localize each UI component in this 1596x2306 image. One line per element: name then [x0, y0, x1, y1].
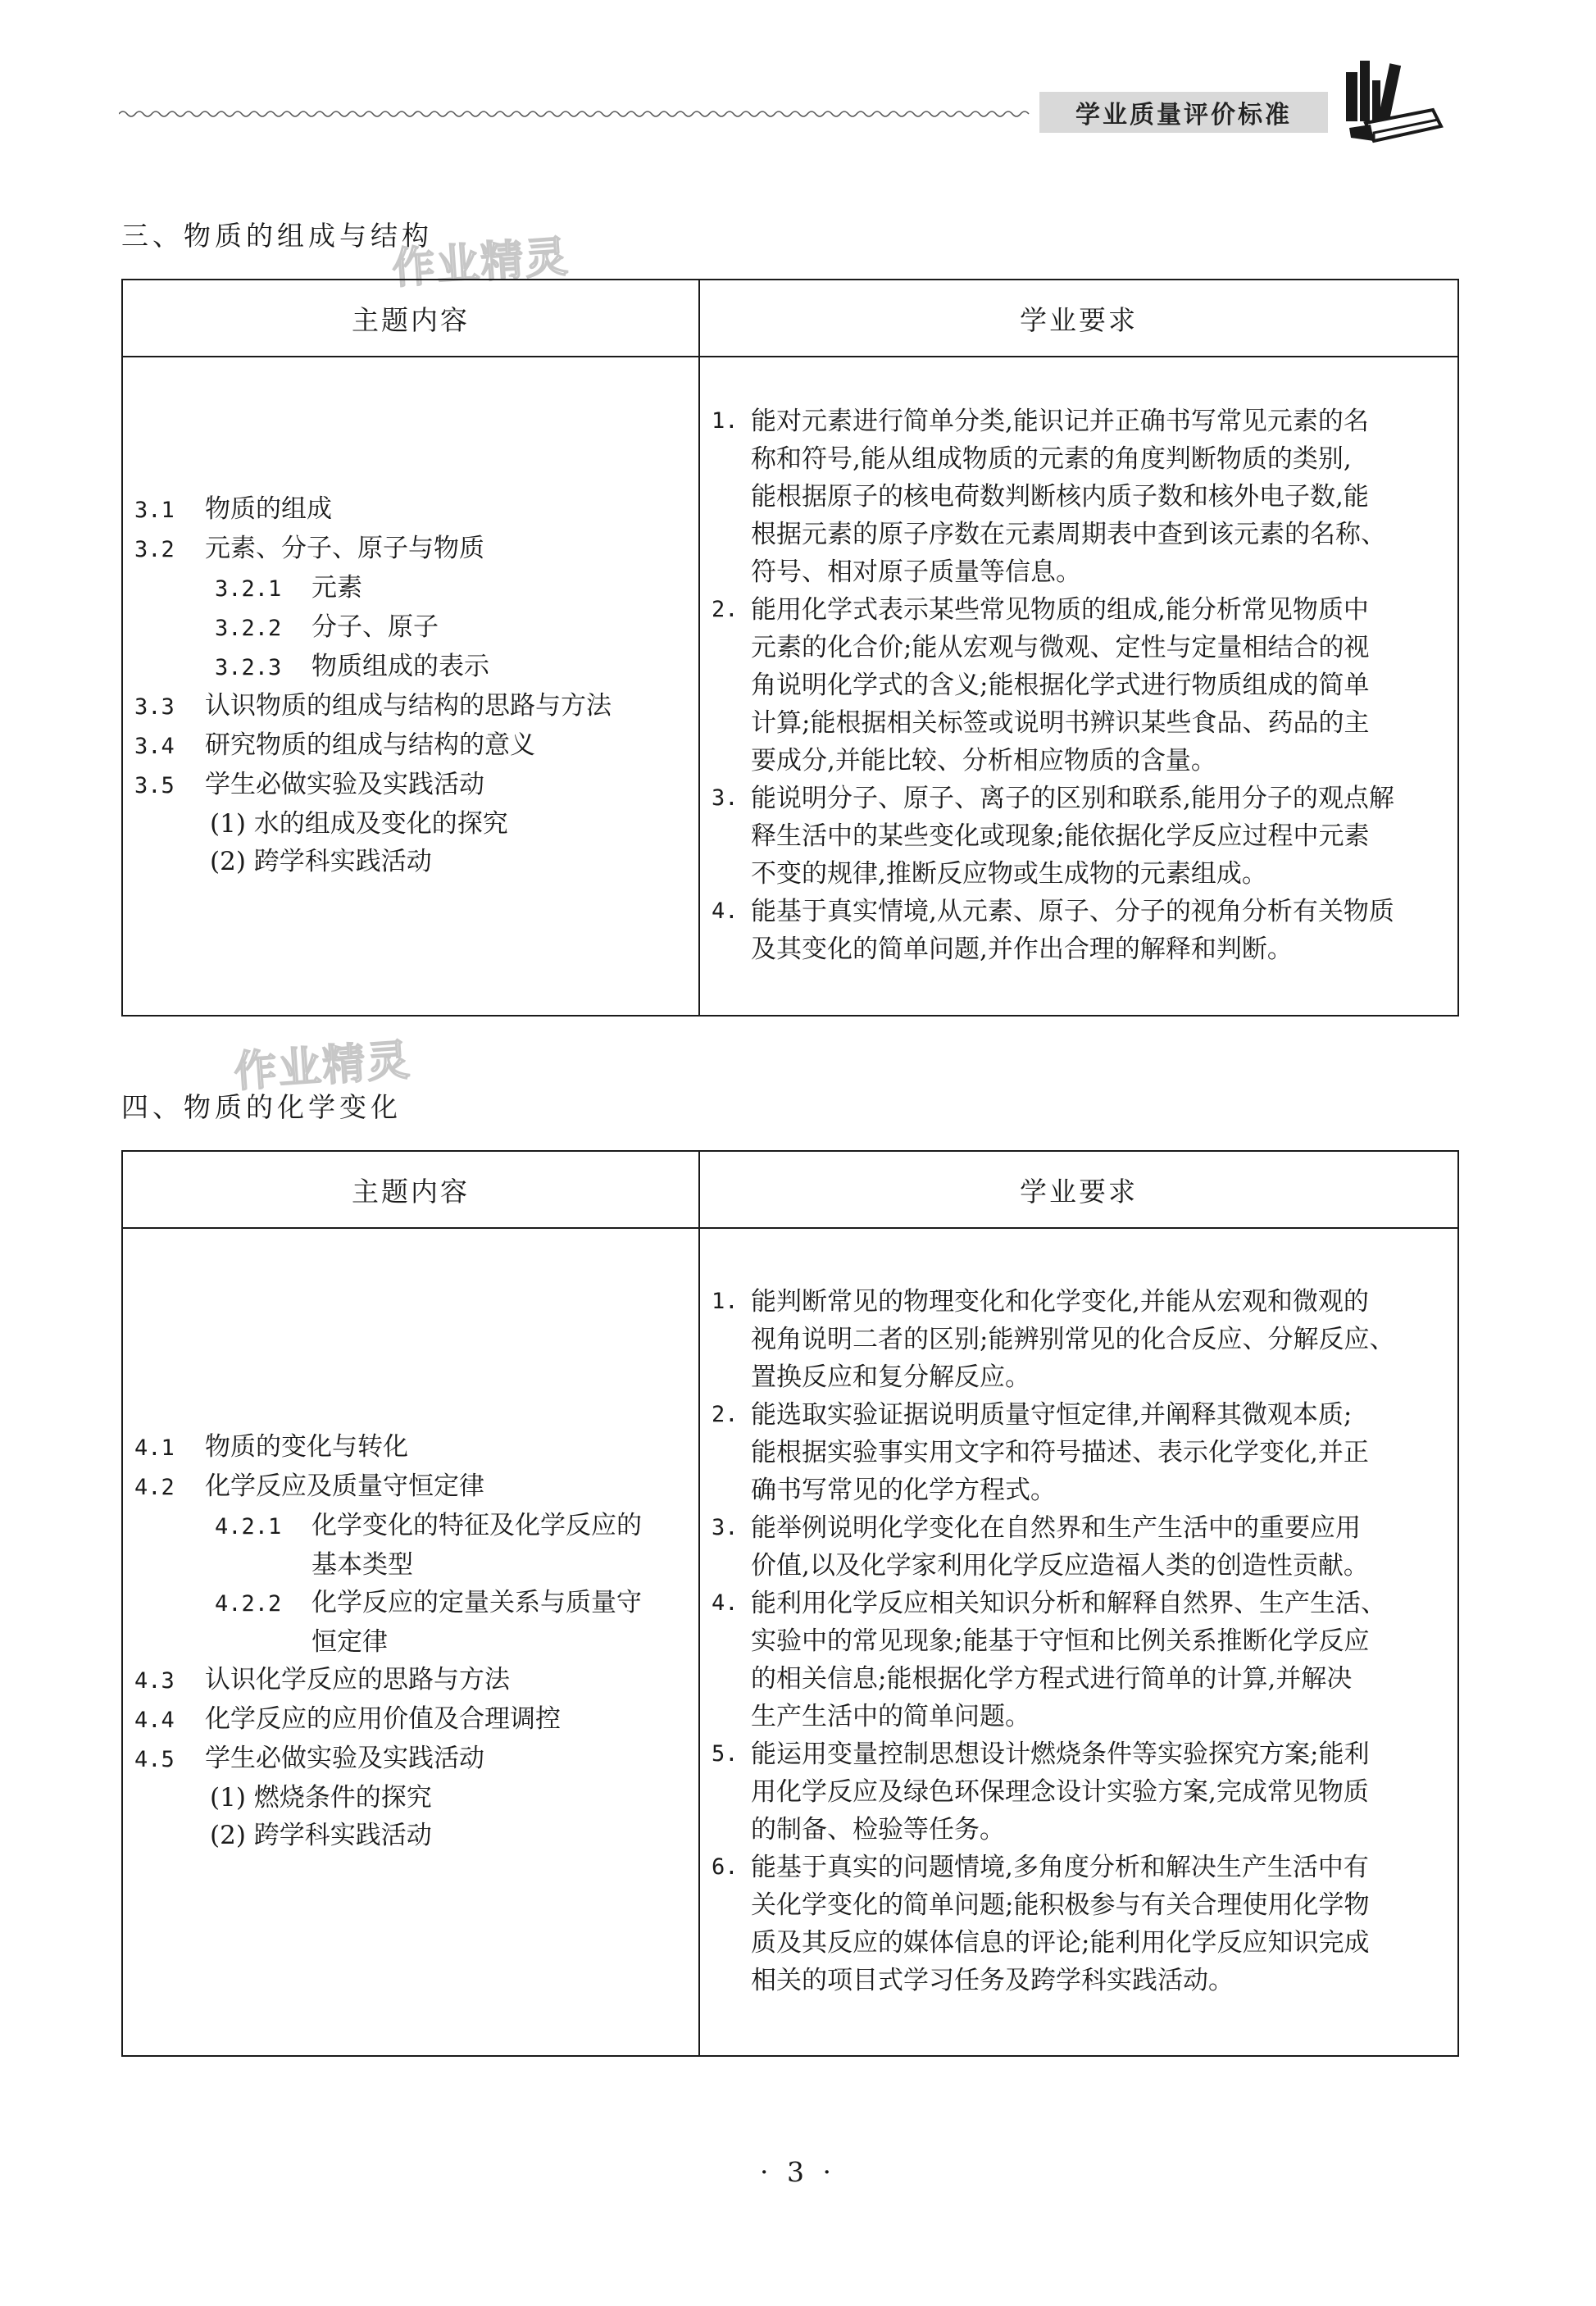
topic-text: 物质的组成	[205, 494, 332, 524]
topic-text: 基本类型	[311, 1550, 413, 1580]
topic-text: 学生必做实验及实践活动	[205, 1744, 484, 1773]
requirement-line: 生产生活中的简单问题。	[751, 1702, 1030, 1731]
requirement-line: 的制备、检验等任务。	[751, 1815, 1005, 1844]
topic-item	[134, 608, 690, 648]
requirement-line: 要成分,并能比较、分析相应物质的含量。	[751, 746, 1216, 775]
requirement-line: 能根据原子的核电荷数判断核内质子数和核外电子数,能	[751, 482, 1369, 512]
requirement-line: 能用化学式表示某些常见物质的组成,能分析常见物质中	[751, 595, 1369, 625]
requirement-item	[712, 1849, 1457, 1999]
topic-item	[134, 1700, 690, 1740]
topic-number: 4.2.1	[215, 1514, 282, 1540]
requirement-text	[751, 1849, 1457, 1999]
requirement-line: 价值,以及化学家利用化学反应造福人类的创造性贡献。	[751, 1551, 1369, 1581]
section-4-table	[121, 1150, 1459, 2057]
requirement-line: 根据元素的原子序数在元素周期表中查到该元素的名称、	[751, 520, 1386, 549]
requirement-line: 视角说明二者的区别;能辨别常见的化合反应、分解反应、	[751, 1325, 1395, 1354]
topic-number: 4.3	[134, 1668, 175, 1694]
requirement-item	[712, 1396, 1457, 1509]
topic-text: 化学变化的特征及化学反应的	[311, 1511, 642, 1540]
requirement-line: 能判断常见的物理变化和化学变化,并能从宏观和微观的	[751, 1287, 1369, 1317]
requirement-text	[751, 1509, 1457, 1585]
topic-number: 3.2.1	[215, 576, 282, 602]
requirement-line: 释生活中的某些变化或现象;能依据化学反应过程中元素	[751, 821, 1370, 851]
table-header	[123, 280, 1457, 357]
topic-item	[134, 490, 690, 530]
requirement-line: 关化学变化的简单问题;能积极参与有关合理使用化学物	[751, 1890, 1370, 1920]
requirement-line: 能举例说明化学变化在自然界和生产生活中的重要应用	[751, 1513, 1361, 1543]
topic-number: 4.4	[134, 1708, 175, 1733]
topic-text: 物质的变化与转化	[205, 1432, 408, 1462]
requirement-item	[712, 1585, 1457, 1735]
col-header-topic: 主题内容	[123, 1152, 700, 1227]
header-label: 学业质量评价标准	[1039, 92, 1328, 133]
requirement-number: 3.	[712, 785, 739, 811]
topic-item	[134, 1740, 690, 1779]
requirement-line: 实验中的常见现象;能基于守恒和比例关系推断化学反应	[751, 1626, 1370, 1656]
requirement-line: 角说明化学式的含义;能根据化学式进行物质组成的简单	[751, 671, 1370, 700]
topic-item	[134, 1507, 690, 1546]
page-number: · 3 ·	[760, 2156, 836, 2188]
requirement-item	[712, 1509, 1457, 1585]
topic-item	[134, 569, 690, 608]
section-3-title: 三、物质的组成与结构	[121, 220, 433, 252]
topic-number: 3.3	[134, 694, 175, 720]
topic-number: 3.1	[134, 498, 175, 523]
requirement-number: 6.	[712, 1854, 739, 1880]
requirement-list	[700, 356, 1457, 1015]
requirement-number: 4.	[712, 1590, 739, 1616]
col-header-requirement: 学业要求	[1020, 303, 1138, 336]
table-header	[123, 1152, 1457, 1229]
requirement-text	[751, 1283, 1457, 1396]
topic-text: 学生必做实验及实践活动	[205, 770, 484, 799]
section-4-title: 四、物质的化学变化	[121, 1091, 402, 1123]
requirement-line: 置换反应和复分解反应。	[751, 1362, 1030, 1392]
requirement-item	[712, 893, 1457, 968]
watermark-2: 作业精灵	[232, 1035, 413, 1098]
requirement-text	[751, 591, 1457, 780]
topic-item	[134, 687, 690, 726]
requirement-line: 符号、相对原子质量等信息。	[751, 557, 1081, 587]
topic-text: 分子、原子	[311, 612, 439, 642]
requirement-line: 确书写常见的化学方程式。	[751, 1476, 1056, 1505]
header-wavy-rule	[119, 108, 1033, 120]
requirement-number: 1.	[712, 1289, 739, 1314]
topic-item	[134, 805, 690, 843]
requirement-item	[712, 403, 1457, 591]
requirement-text	[751, 1585, 1457, 1735]
topic-item	[134, 1467, 690, 1507]
topic-number: 3.2.3	[215, 655, 282, 680]
requirement-text	[751, 403, 1457, 591]
topic-list	[123, 1227, 700, 2055]
topic-text: (2) 跨学科实践活动	[210, 1821, 432, 1850]
requirement-line: 能基于真实情境,从元素、原子、分子的视角分析有关物质	[751, 897, 1394, 926]
requirement-line: 元素的化合价;能从宏观与微观、定性与定量相结合的视	[751, 633, 1370, 662]
requirement-line: 能利用化学反应相关知识分析和解释自然界、生产生活、	[751, 1589, 1386, 1618]
requirement-line: 用化学反应及绿色环保理念设计实验方案,完成常见物质	[751, 1777, 1369, 1807]
requirement-item	[712, 591, 1457, 780]
requirement-line: 能基于真实的问题情境,多角度分析和解决生产生活中有	[751, 1853, 1369, 1882]
requirement-item	[712, 1283, 1457, 1396]
requirement-line: 相关的项目式学习任务及跨学科实践活动。	[751, 1966, 1234, 1995]
requirement-line: 能选取实验证据说明质量守恒定律,并阐释其微观本质;	[751, 1400, 1353, 1430]
requirement-line: 称和符号,能从组成物质的元素的角度判断物质的类别,	[751, 444, 1352, 474]
requirement-line: 能运用变量控制思想设计燃烧条件等实验探究方案;能利	[751, 1740, 1370, 1769]
requirement-item	[712, 1735, 1457, 1849]
topic-item	[134, 1661, 690, 1700]
requirement-text	[751, 893, 1457, 968]
requirement-number: 4.	[712, 898, 739, 924]
section-3-table	[121, 279, 1459, 1017]
topic-list	[123, 356, 700, 1015]
topic-number: 4.1	[134, 1435, 175, 1461]
requirement-text	[751, 780, 1457, 893]
requirement-number: 2.	[712, 597, 739, 622]
requirement-item	[712, 780, 1457, 893]
requirement-line: 能说明分子、原子、离子的区别和联系,能用分子的观点解	[751, 784, 1394, 813]
topic-item	[134, 1779, 690, 1817]
requirement-line: 能对元素进行简单分类,能识记并正确书写常见元素的名	[751, 407, 1369, 436]
requirement-line: 能根据实验事实用文字和符号描述、表示化学变化,并正	[751, 1438, 1369, 1467]
col-header-requirement: 学业要求	[1020, 1175, 1138, 1208]
topic-item	[134, 1584, 690, 1623]
requirement-number: 3.	[712, 1515, 739, 1540]
requirement-list	[700, 1227, 1457, 2055]
topic-text: 研究物质的组成与结构的意义	[205, 730, 535, 760]
topic-item	[134, 530, 690, 569]
requirement-line: 质及其反应的媒体信息的评论;能利用化学反应知识完成	[751, 1928, 1370, 1958]
topic-text: (1) 水的组成及变化的探究	[210, 809, 508, 839]
topic-item	[134, 648, 690, 687]
topic-text: 物质组成的表示	[311, 652, 489, 681]
topic-item	[134, 1428, 690, 1467]
topic-text: 恒定律	[311, 1627, 388, 1657]
topic-text: 认识化学反应的思路与方法	[205, 1665, 510, 1694]
topic-item	[134, 726, 690, 766]
topic-text: 化学反应的应用价值及合理调控	[205, 1704, 561, 1734]
topic-number: 4.2	[134, 1475, 175, 1500]
topic-text: 认识物质的组成与结构的思路与方法	[205, 691, 612, 721]
topic-number: 3.2.2	[215, 616, 282, 641]
requirement-line: 及其变化的简单问题,并作出合理的解释和判断。	[751, 935, 1293, 964]
topic-text: 元素	[311, 573, 362, 603]
topic-line-continued	[134, 1623, 690, 1661]
topic-number: 4.2.2	[215, 1591, 282, 1617]
requirement-line: 不变的规律,推断反应物或生成物的元素组成。	[751, 859, 1267, 889]
topic-number: 3.2	[134, 537, 175, 562]
topic-item	[134, 1817, 690, 1854]
topic-item	[134, 843, 690, 880]
topic-item	[134, 766, 690, 805]
requirement-text	[751, 1396, 1457, 1509]
topic-line-continued	[134, 1546, 690, 1584]
requirement-text	[751, 1735, 1457, 1849]
topic-number: 3.4	[134, 734, 175, 759]
topic-text: 元素、分子、原子与物质	[205, 534, 484, 563]
topic-text: 化学反应的定量关系与质量守	[311, 1588, 642, 1617]
requirement-line: 的相关信息;能根据化学方程式进行简单的计算,并解决	[751, 1664, 1353, 1694]
watermark-1: 作业精灵	[390, 232, 571, 294]
requirement-line: 计算;能根据相关标签或说明书辨识某些食品、药品的主	[751, 708, 1370, 738]
requirement-number: 5.	[712, 1741, 739, 1767]
topic-text: (1) 燃烧条件的探究	[210, 1783, 432, 1813]
topic-text: 化学反应及质量守恒定律	[205, 1471, 484, 1501]
books-icon	[1341, 56, 1448, 146]
topic-number: 3.5	[134, 773, 175, 798]
requirement-number: 2.	[712, 1402, 739, 1427]
topic-number: 4.5	[134, 1747, 175, 1772]
topic-text: (2) 跨学科实践活动	[210, 847, 432, 876]
col-header-topic: 主题内容	[123, 280, 700, 356]
requirement-number: 1.	[712, 408, 739, 434]
